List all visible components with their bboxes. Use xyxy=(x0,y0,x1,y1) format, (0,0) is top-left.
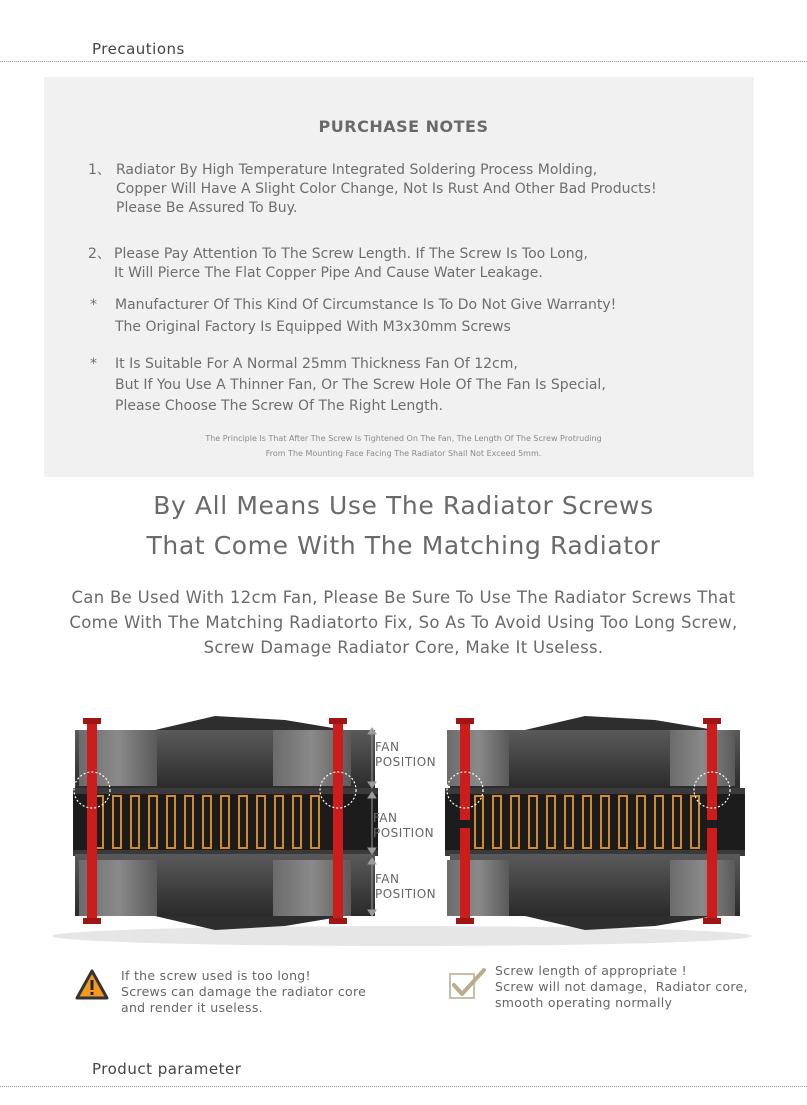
note-line: Please Choose The Screw Of The Right Length. xyxy=(115,398,443,414)
note-line: Manufacturer Of This Kind Of Circumstance Is To Do Not Give Warranty! xyxy=(115,297,617,313)
note-line: Copper Will Have A Slight Color Change, Not Is Rust And Other Bad Products! xyxy=(116,181,657,197)
ok-caption: Screw length of appropriate ! Screw will not damage，Radiator core, smooth operating normally xyxy=(495,963,748,1010)
left-assembly xyxy=(73,716,378,930)
checkmark-icon xyxy=(448,968,488,1000)
warning-caption: If the screw used is too long! Screws can damage the radiator core and render it useless. xyxy=(121,968,367,1015)
divider xyxy=(0,61,807,62)
note-line: It Is Suitable For A Normal 25mm Thickness Fan Of 12cm, xyxy=(115,356,518,372)
headline-line: By All Means Use The Radiator Screws xyxy=(153,491,654,520)
note-line: Please Pay Attention To The Screw Length. If The Screw Is Too Long, xyxy=(114,246,588,262)
note-line: But If You Use A Thinner Fan, Or The Screw Hole Of The Fan Is Special, xyxy=(115,377,606,393)
note-marker: * xyxy=(90,356,97,372)
description-line: Come With The Matching Radiatorto Fix, So As To Avoid Using Too Long Screw, xyxy=(69,613,738,632)
description-line: Screw Damage Radiator Core, Make It Useless. xyxy=(203,638,604,657)
section-title-product-parameter: Product parameter xyxy=(92,1060,242,1078)
right-assembly xyxy=(445,716,745,930)
note-line: Radiator By High Temperature Integrated Soldering Process Molding, xyxy=(116,162,598,178)
note-line: The Original Factory Is Equipped With M3x30mm Screws xyxy=(115,319,511,335)
section-title-precautions: Precautions xyxy=(92,40,185,58)
fan-position-label: FAN POSITION xyxy=(375,872,437,901)
note-item-4 xyxy=(90,354,606,417)
note-line: Please Be Assured To Buy. xyxy=(116,200,298,216)
fine-print-line: From The Mounting Face Facing The Radiator Shall Not Exceed 5mm. xyxy=(265,449,542,458)
notes-heading: PURCHASE NOTES xyxy=(318,117,489,136)
fan-position-label: FAN POSITION xyxy=(375,740,437,769)
description-line: Can Be Used With 12cm Fan, Please Be Sure To Use The Radiator Screws That xyxy=(71,588,736,607)
warning-icon xyxy=(75,969,109,1001)
headline-line: That Come With The Matching Radiator xyxy=(146,531,661,560)
note-item-1 xyxy=(88,161,657,218)
note-item-2 xyxy=(88,245,588,283)
divider xyxy=(0,1086,807,1087)
note-marker: 2、 xyxy=(88,246,111,262)
note-item-3 xyxy=(90,294,616,338)
note-marker: * xyxy=(90,297,97,313)
fine-print-line: The Principle Is That After The Screw Is Tightened On The Fan, The Length Of The Screw Protruding xyxy=(205,434,602,443)
fan-position-label: FAN POSITION xyxy=(373,811,435,840)
radiator-fan-diagram xyxy=(45,708,760,948)
note-line: It Will Pierce The Flat Copper Pipe And Cause Water Leakage. xyxy=(114,265,543,281)
note-marker: 1、 xyxy=(88,162,111,178)
